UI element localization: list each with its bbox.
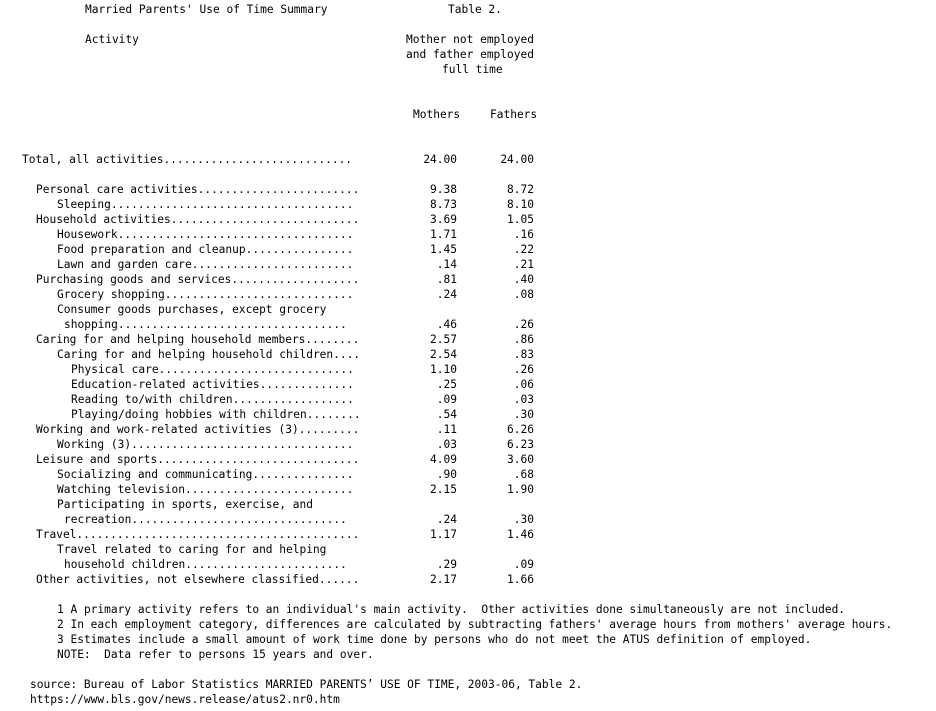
mothers-value: .24 — [436, 513, 457, 526]
fathers-value: .40 — [513, 273, 534, 286]
fathers-value: 8.10 — [507, 198, 534, 211]
row-label: Working and work-related activities (3)......... — [36, 423, 360, 436]
row-label: Consumer goods purchases, except grocery — [57, 303, 327, 316]
source-line: source: Bureau of Labor Statistics MARRIED PARENTS’ USE OF TIME, 2003-06, Table 2. — [30, 678, 583, 691]
mothers-value: .25 — [436, 378, 457, 391]
mothers-value: 8.73 — [430, 198, 457, 211]
row-label: Watching television......................... — [57, 483, 354, 496]
fathers-value: 6.23 — [507, 438, 534, 451]
fathers-value: 6.26 — [507, 423, 534, 436]
footnote: 3 Estimates include a small amount of work time done by persons who do not meet the ATUS definition of employed. — [57, 633, 812, 646]
fathers-value: .06 — [513, 378, 534, 391]
mothers-value: 2.54 — [430, 348, 457, 361]
row-label: Playing/doing hobbies with children........ — [71, 408, 361, 421]
fathers-value: .08 — [513, 288, 534, 301]
row-label: Travel related to caring for and helping — [57, 543, 327, 556]
fathers-value: .30 — [513, 408, 534, 421]
fathers-value: .16 — [513, 228, 534, 241]
mothers-value: .09 — [436, 393, 457, 406]
mothers-value: 9.38 — [430, 183, 457, 196]
row-label: Other activities, not elsewhere classified...... — [36, 573, 360, 586]
fathers-value: .68 — [513, 468, 534, 481]
fathers-value: .21 — [513, 258, 534, 271]
fathers-value: .09 — [513, 558, 534, 571]
row-label: household children........................ — [64, 558, 347, 571]
fathers-value: 1.90 — [507, 483, 534, 496]
mothers-value: 1.45 — [430, 243, 457, 256]
mothers-value: .11 — [436, 423, 457, 436]
fathers-value: .26 — [513, 318, 534, 331]
row-label: Sleeping.................................... — [57, 198, 354, 211]
fathers-value: .03 — [513, 393, 534, 406]
mothers-value: 1.17 — [430, 528, 457, 541]
fathers-value: .86 — [513, 333, 534, 346]
total-mothers-value: 24.00 — [423, 153, 457, 166]
fathers-value: 1.66 — [507, 573, 534, 586]
total-fathers-value: 24.00 — [500, 153, 534, 166]
mothers-column-header: Mothers — [413, 108, 461, 121]
group-header-line: and father employed — [406, 48, 534, 61]
row-label: Caring for and helping household members........ — [36, 333, 360, 346]
mothers-value: 3.69 — [430, 213, 457, 226]
fathers-value: 3.60 — [507, 453, 534, 466]
mothers-value: .29 — [436, 558, 457, 571]
fathers-value: 1.05 — [507, 213, 534, 226]
fathers-value: .30 — [513, 513, 534, 526]
total-label: Total, all activities............................ — [22, 153, 353, 166]
row-label: Food preparation and cleanup................ — [57, 243, 354, 256]
row-label: Socializing and communicating............... — [57, 468, 354, 481]
fathers-value: 8.72 — [507, 183, 534, 196]
mothers-value: 2.57 — [430, 333, 457, 346]
footnote: 2 In each employment category, differences are calculated by subtracting fathers' average hours from mothers' average hours. — [57, 618, 893, 631]
mothers-value: 1.71 — [430, 228, 457, 241]
row-label: Lawn and garden care........................ — [57, 258, 354, 271]
row-label: Travel.......................................... — [36, 528, 360, 541]
fathers-column-header: Fathers — [490, 108, 538, 121]
footnote: NOTE: Data refer to persons 15 years and over. — [57, 648, 374, 661]
mothers-value: 2.17 — [430, 573, 457, 586]
row-label: Housework................................... — [57, 228, 354, 241]
mothers-value: .03 — [436, 438, 457, 451]
row-label: Grocery shopping............................ — [57, 288, 354, 301]
group-header-line: Mother not employed — [406, 33, 534, 46]
mothers-value: .81 — [436, 273, 457, 286]
fathers-value: 1.46 — [507, 528, 534, 541]
mothers-value: .90 — [436, 468, 457, 481]
document-title: Married Parents' Use of Time Summary — [85, 3, 328, 16]
mothers-value: .54 — [436, 408, 457, 421]
row-label: Education-related activities.............. — [71, 378, 354, 391]
mothers-value: 2.15 — [430, 483, 457, 496]
row-label: Personal care activities........................ — [36, 183, 360, 196]
mothers-value: .24 — [436, 288, 457, 301]
fathers-value: .83 — [513, 348, 534, 361]
row-label: Reading to/with children.................. — [71, 393, 354, 406]
row-label: Purchasing goods and services................... — [36, 273, 360, 286]
row-label: Household activities............................ — [36, 213, 360, 226]
mothers-value: 4.09 — [430, 453, 457, 466]
mothers-value: 1.10 — [430, 363, 457, 376]
source-url: https://www.bls.gov/news.release/atus2.nr0.htm — [30, 693, 340, 706]
fathers-value: .22 — [513, 243, 534, 256]
group-header-line: full time — [442, 63, 503, 76]
footnote: 1 A primary activity refers to an individual's main activity. Other activities done simultaneously are not included. — [57, 603, 846, 616]
table-label: Table 2. — [448, 3, 502, 16]
row-label: shopping.................................. — [64, 318, 347, 331]
mothers-value: .14 — [436, 258, 457, 271]
row-label: Caring for and helping household children.... — [57, 348, 361, 361]
fathers-value: .26 — [513, 363, 534, 376]
row-label: Physical care............................. — [71, 363, 354, 376]
row-label: Participating in sports, exercise, and — [57, 498, 313, 511]
row-label: recreation................................ — [64, 513, 347, 526]
row-label: Leisure and sports.............................. — [36, 453, 360, 466]
activity-column-header: Activity — [85, 33, 139, 46]
row-label: Working (3)................................. — [57, 438, 354, 451]
mothers-value: .46 — [436, 318, 457, 331]
